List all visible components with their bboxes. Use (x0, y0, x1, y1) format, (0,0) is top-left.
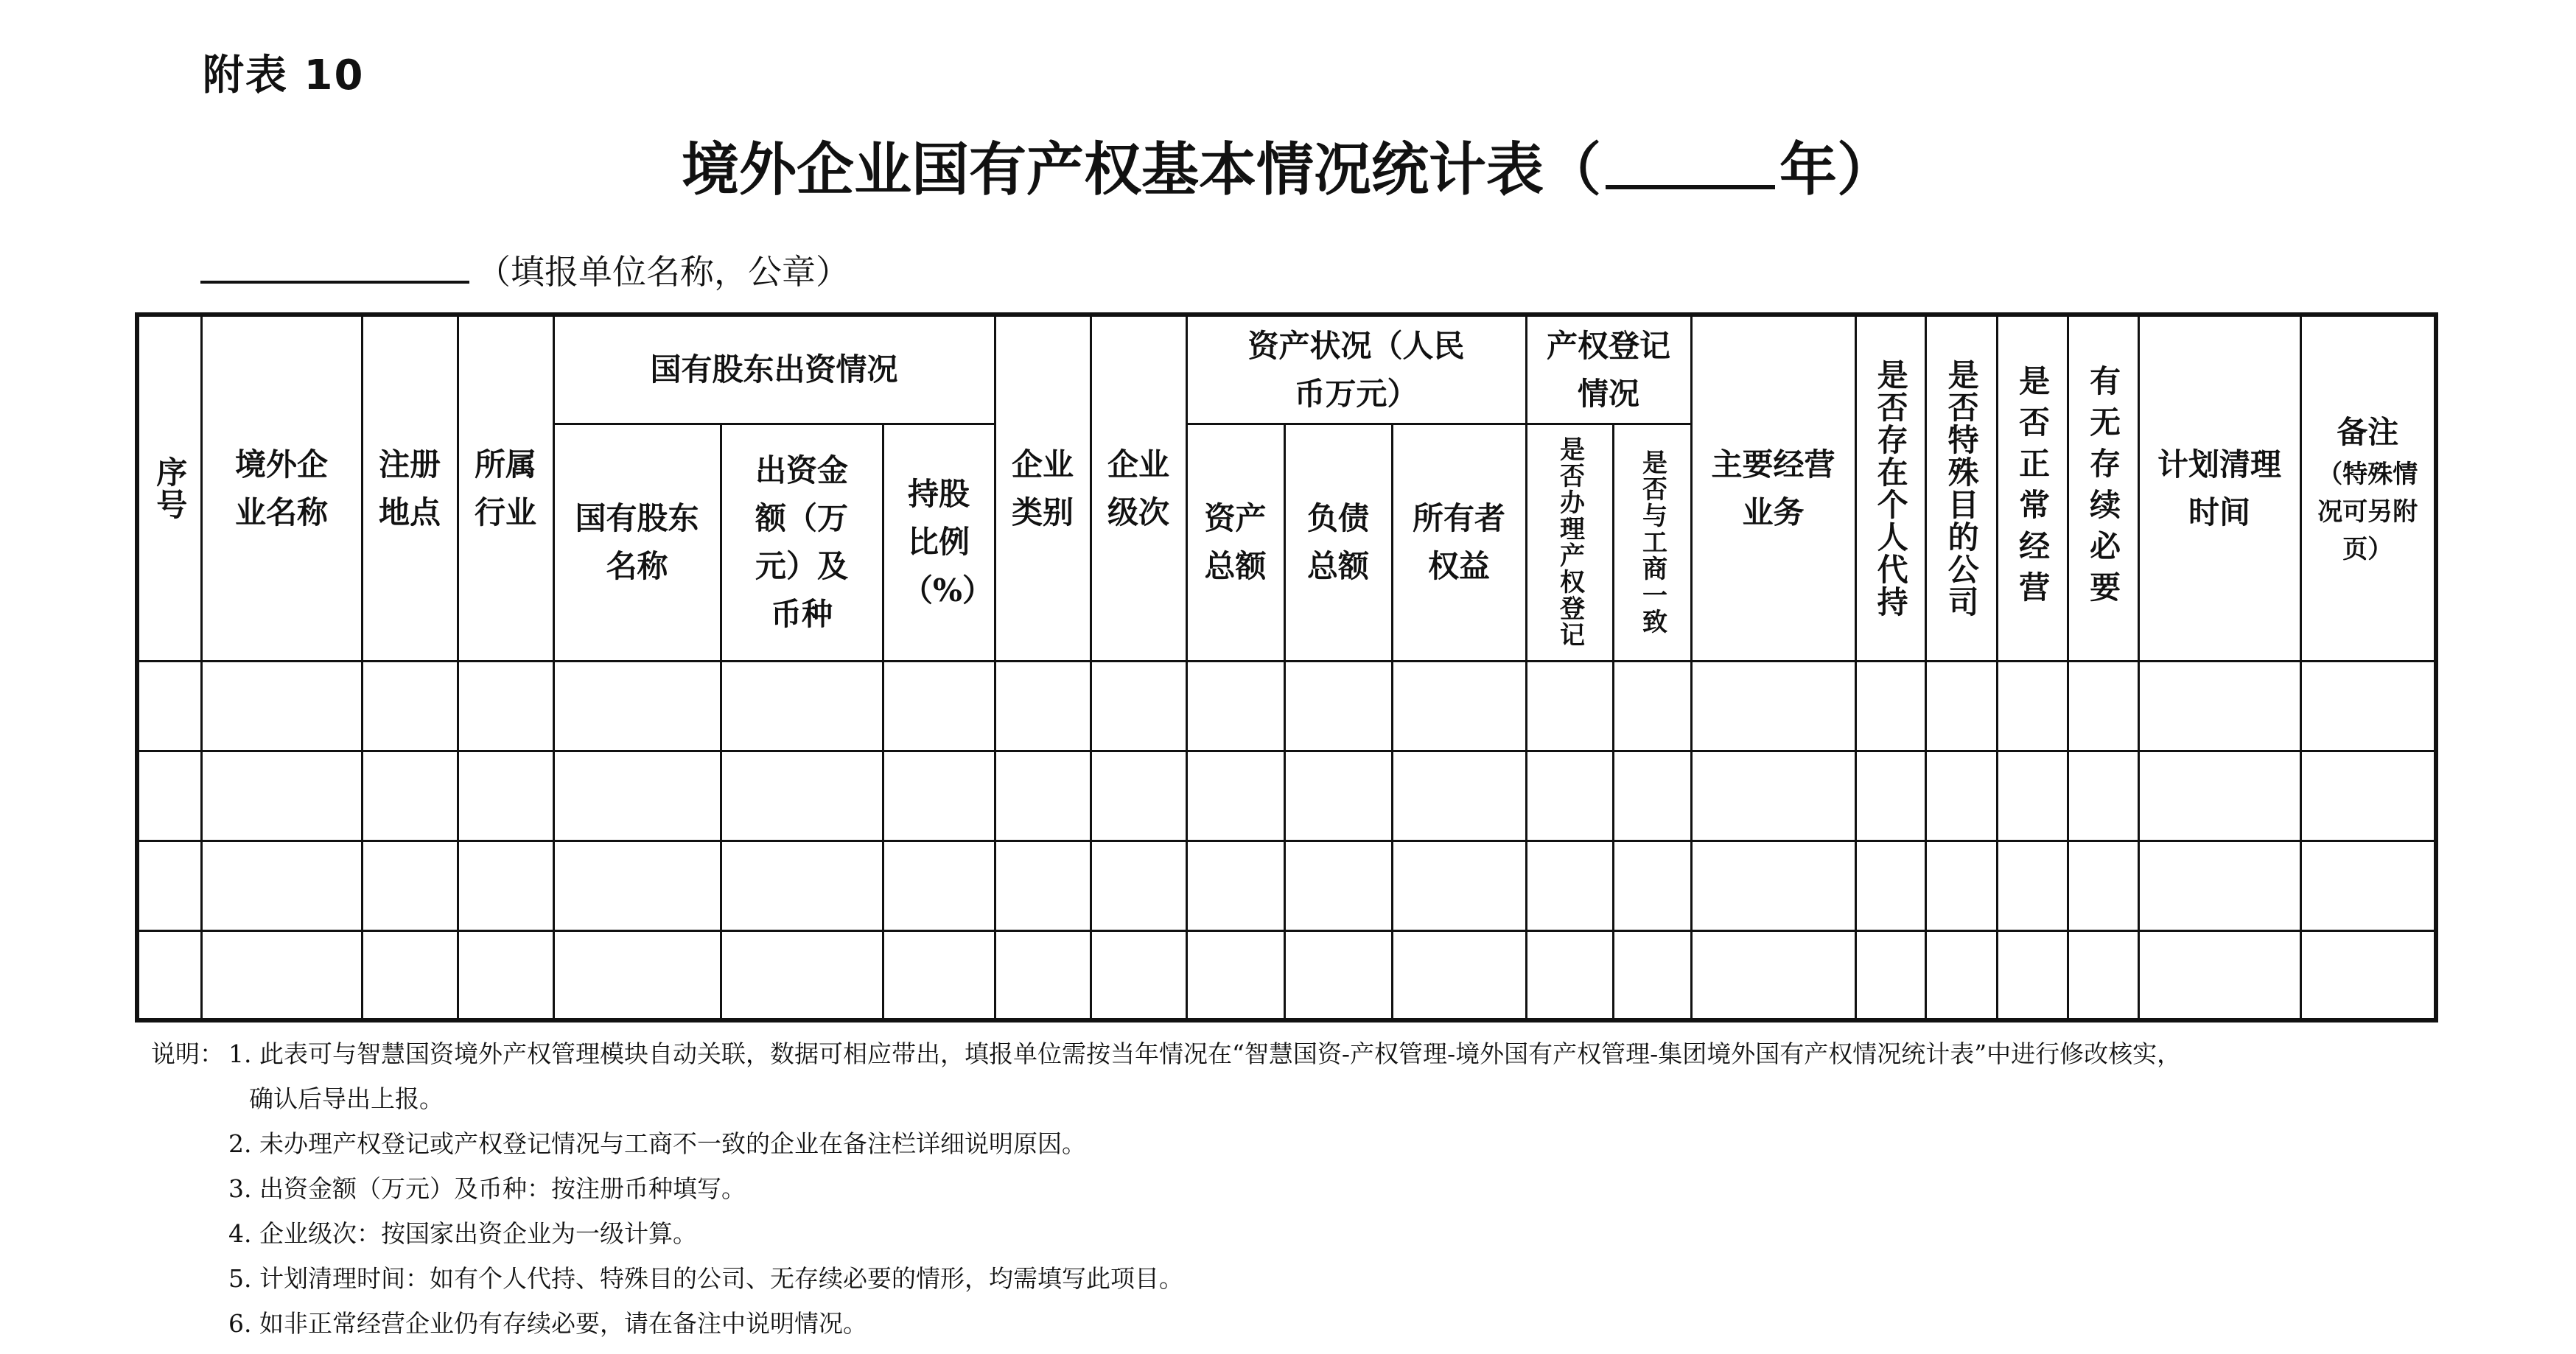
table-cell[interactable] (1284, 930, 1392, 1020)
table-cell[interactable] (1526, 751, 1613, 841)
col-total-assets: 资产总额 (1186, 424, 1284, 661)
table-cell[interactable] (1091, 661, 1186, 751)
col-total-liabilities: 负债总额 (1284, 424, 1392, 661)
table-cell[interactable] (1613, 930, 1691, 1020)
reporting-unit-blank[interactable] (200, 247, 469, 284)
note-line-5 (151, 1256, 2181, 1301)
table-cell[interactable] (995, 841, 1091, 930)
table-row (137, 930, 2436, 1020)
notes-label: 说明： (151, 1039, 224, 1068)
col-normal-operation: 是否正常经营 (1997, 315, 2068, 661)
table-cell[interactable] (995, 930, 1091, 1020)
table-cell[interactable] (995, 751, 1091, 841)
col-group-registration: 产权登记情况 (1526, 315, 1691, 424)
table-cell[interactable] (2068, 930, 2138, 1020)
table-cell[interactable] (883, 930, 995, 1020)
table-cell[interactable] (1613, 841, 1691, 930)
table-cell[interactable] (1691, 841, 1855, 930)
table-cell[interactable] (1997, 751, 2068, 841)
table-cell[interactable] (553, 751, 721, 841)
table-cell[interactable] (1186, 841, 1284, 930)
note-line-1-cont (151, 1076, 2181, 1121)
table-cell[interactable] (2300, 751, 2436, 841)
table-cell[interactable] (201, 930, 362, 1020)
table-cell[interactable] (1613, 751, 1691, 841)
table-cell[interactable] (1284, 841, 1392, 930)
table-cell[interactable] (362, 751, 458, 841)
note-item: 6. 如非正常经营企业仍有存续必要，请在备注中说明情况。 (228, 1309, 867, 1338)
table-cell[interactable] (1186, 661, 1284, 751)
table-cell[interactable] (1855, 751, 1925, 841)
statistics-table (135, 312, 2438, 1022)
note-item: 确认后导出上报。 (249, 1084, 444, 1113)
col-necessity: 有无存续必要 (2068, 315, 2138, 661)
table-cell[interactable] (1526, 930, 1613, 1020)
table-row (137, 661, 2436, 751)
table-cell[interactable] (2300, 661, 2436, 751)
table-cell[interactable] (1091, 751, 1186, 841)
col-investment-amount: 出资金额（万元）及币种 (721, 424, 883, 661)
col-enterprise-type: 企业类别 (995, 315, 1091, 661)
remarks-note: （特殊情况可另附页） (2317, 459, 2418, 564)
col-owners-equity: 所有者权益 (1392, 424, 1526, 661)
year-blank[interactable] (1606, 141, 1775, 189)
table-cell[interactable] (458, 661, 553, 751)
table-cell[interactable] (1855, 841, 1925, 930)
table-cell[interactable] (721, 661, 883, 751)
col-industry: 所属行业 (458, 315, 553, 661)
col-group-assets: 资产状况（人民币万元） (1186, 315, 1526, 424)
table-cell[interactable] (362, 661, 458, 751)
table-cell[interactable] (2138, 661, 2300, 751)
table-cell[interactable] (721, 841, 883, 930)
notes-section (151, 1031, 2181, 1346)
table-cell[interactable] (1925, 841, 1997, 930)
table-row (137, 751, 2436, 841)
col-reg-place: 注册地点 (362, 315, 458, 661)
table-cell[interactable] (2300, 930, 2436, 1020)
table-cell[interactable] (362, 930, 458, 1020)
table-cell[interactable] (1091, 930, 1186, 1020)
title-prefix: 境外企业国有产权基本情况统计表（ (681, 136, 1601, 203)
table-cell[interactable] (362, 841, 458, 930)
table-cell[interactable] (1526, 661, 1613, 751)
table-cell[interactable] (883, 751, 995, 841)
col-consistent: 是否与工商一致 (1613, 424, 1691, 661)
table-row (137, 841, 2436, 930)
table-cell[interactable] (2138, 751, 2300, 841)
table-cell[interactable] (1691, 661, 1855, 751)
table-cell[interactable] (1284, 751, 1392, 841)
table-cell[interactable] (1691, 930, 1855, 1020)
col-enterprise-level: 企业级次 (1091, 315, 1186, 661)
header-row-1 (137, 315, 2436, 424)
table-cell[interactable] (1186, 751, 1284, 841)
note-item: 3. 出资金额（万元）及币种：按注册币种填写。 (228, 1174, 746, 1203)
page-title (0, 124, 2576, 206)
table-cell[interactable] (721, 751, 883, 841)
table-cell[interactable] (201, 841, 362, 930)
note-item: 4. 企业级次：按国家出资企业为一级计算。 (228, 1219, 697, 1248)
table-cell[interactable] (2068, 661, 2138, 751)
table-cell[interactable] (2068, 841, 2138, 930)
note-item: 2. 未办理产权登记或产权登记情况与工商不一致的企业在备注栏详细说明原因。 (228, 1129, 1086, 1158)
table-cell[interactable] (458, 930, 553, 1020)
table-cell[interactable] (1392, 930, 1526, 1020)
table-cell[interactable] (1855, 930, 1925, 1020)
note-item: 5. 计划清理时间：如有个人代持、特殊目的公司、无存续必要的情形，均需填写此项目。 (228, 1264, 1183, 1293)
table-cell[interactable] (1392, 751, 1526, 841)
table-cell[interactable] (1613, 661, 1691, 751)
col-seq: 序号 (137, 315, 201, 661)
table-cell[interactable] (2300, 841, 2436, 930)
table-cell[interactable] (2068, 751, 2138, 841)
note-line-3 (151, 1166, 2181, 1211)
title-suffix: 年） (1779, 136, 1895, 203)
table-cell[interactable] (1925, 930, 1997, 1020)
col-main-business: 主要经营业务 (1691, 315, 1855, 661)
col-group-shareholder: 国有股东出资情况 (553, 315, 995, 424)
table-cell[interactable] (553, 841, 721, 930)
table-cell[interactable] (137, 841, 201, 930)
table-cell[interactable] (553, 661, 721, 751)
table-cell[interactable] (1091, 841, 1186, 930)
table-cell[interactable] (201, 661, 362, 751)
table-cell[interactable] (1186, 930, 1284, 1020)
note-line-6 (151, 1301, 2181, 1346)
col-shareholder-name: 国有股东名称 (553, 424, 721, 661)
reporting-unit-line (200, 245, 850, 294)
table-cell[interactable] (137, 661, 201, 751)
table-cell[interactable] (1925, 751, 1997, 841)
table-cell[interactable] (1526, 841, 1613, 930)
table-cell[interactable] (883, 661, 995, 751)
table-cell[interactable] (137, 751, 201, 841)
note-line-1 (151, 1031, 2181, 1076)
note-item: 1. 此表可与智慧国资境外产权管理模块自动关联，数据可相应带出，填报单位需按当年情况在“智慧国资-产权管理-境外国有产权管理-集团境外国有产权情况统计表”中进行修改核实， (228, 1039, 2182, 1068)
col-registered: 是否办理产权登记 (1526, 424, 1613, 661)
table-cell[interactable] (2138, 930, 2300, 1020)
remarks-label: 备注 (2337, 413, 2399, 450)
table-cell[interactable] (1691, 751, 1855, 841)
table-cell[interactable] (1392, 841, 1526, 930)
table-cell[interactable] (1997, 930, 2068, 1020)
table-cell[interactable] (2138, 841, 2300, 930)
table-cell[interactable] (1284, 661, 1392, 751)
table-cell[interactable] (201, 751, 362, 841)
note-line-2 (151, 1121, 2181, 1166)
col-clearance-time: 计划清理时间 (2138, 315, 2300, 661)
table-cell[interactable] (553, 930, 721, 1020)
table-cell[interactable] (883, 841, 995, 930)
table-cell[interactable] (458, 751, 553, 841)
table-cell[interactable] (137, 930, 201, 1020)
table-cell[interactable] (1392, 661, 1526, 751)
attachment-label: 附表 10 (203, 52, 365, 99)
col-remarks (2300, 315, 2436, 661)
col-share-ratio: 持股比例（%） (883, 424, 995, 661)
table-cell[interactable] (1997, 661, 2068, 751)
table-cell[interactable] (721, 930, 883, 1020)
table-cell[interactable] (458, 841, 553, 930)
col-enterprise-name: 境外企业名称 (201, 315, 362, 661)
reporting-unit-label: （填报单位名称，公章） (477, 252, 850, 292)
col-proxy-holding: 是否存在个人代持 (1855, 315, 1925, 661)
note-line-4 (151, 1211, 2181, 1256)
table-cell[interactable] (1925, 661, 1997, 751)
table-cell[interactable] (995, 661, 1091, 751)
col-spv: 是否特殊目的公司 (1925, 315, 1997, 661)
table-cell[interactable] (1997, 841, 2068, 930)
table-cell[interactable] (1855, 661, 1925, 751)
